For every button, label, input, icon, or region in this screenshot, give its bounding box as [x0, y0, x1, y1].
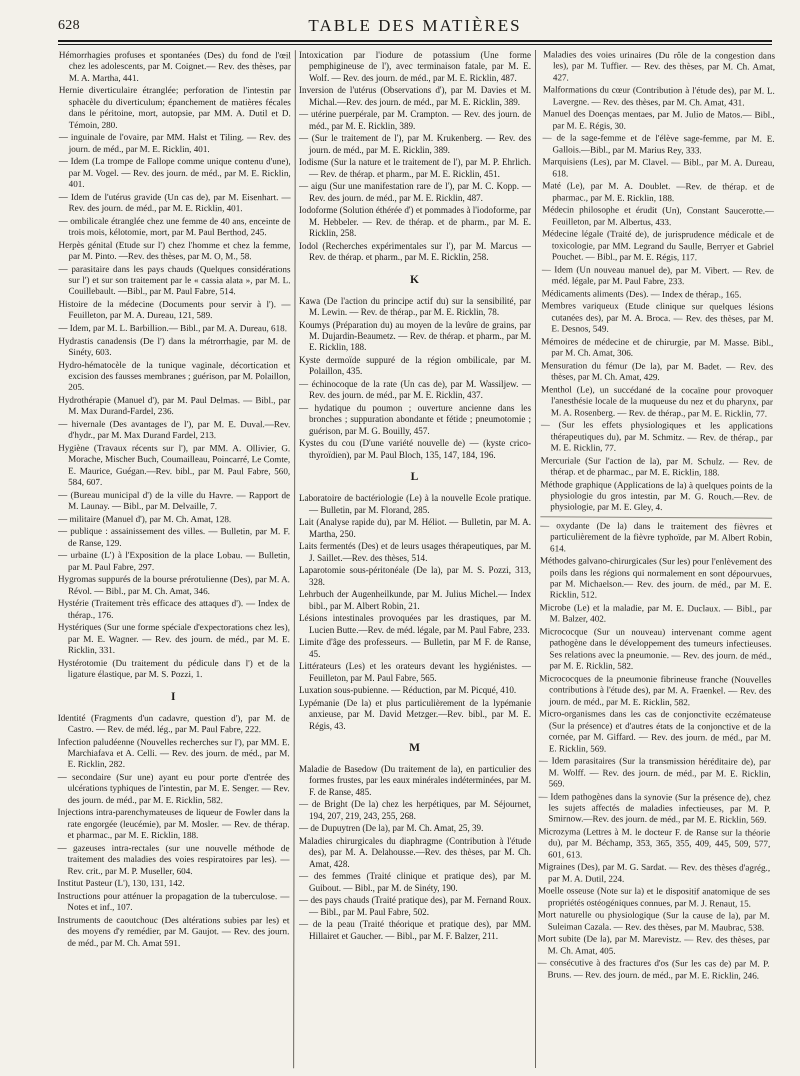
index-entry: — Idem de l'utérus gravide (Un cas de), par M. Eisenhart. — Rev. des journ. de méd., par M. E. Ricklin, 401.: [58, 191, 291, 214]
index-entry: Lypémanie (De la) et plus particulièrement de la lypémanie anxieuse, par M. David Metzger.—Rev. bibl., par M. E. Régis, 43.: [299, 697, 531, 731]
index-entry: — des femmes (Traité clinique et pratique des), par M. Guibout. — Bibl., par M. de Sinéty, 190.: [299, 871, 531, 893]
index-entry: Hydro-hématocèle de la tunique vaginale, décortication et excision des fausses membranes ; guérison, par M. Polaillon, 205.: [58, 359, 291, 393]
column-3: [537, 49, 775, 1068]
index-entry: Hydrothérapie (Manuel d'), par M. Paul Delmas. — Bibl., par M. Max Durand-Fardel, 236.: [58, 394, 291, 417]
index-entry: Limite d'âge des professeurs. — Bulletin, par M F. de Ranse, 45.: [299, 637, 531, 659]
index-entry: Identité (Fragments d'un cadavre, question d'), par M. de Castro. — Rev. de méd. lég., par M. Paul Fabre, 222.: [57, 712, 290, 735]
index-entry: — hivernale (Des avantages de l'), par M. E. Duval.—Rev. d'hydr., par M. Max Durand Fardel, 213.: [58, 418, 291, 441]
index-entry: — Idem (Un nouveau manuel de), par M. Vibert. — Rev. de méd. légale, par M. Paul Fabre, 233.: [541, 264, 774, 287]
column-1: [57, 50, 296, 1068]
index-entry: — oxydante (De la) dans le traitement des fièvres et particulièrement de la fièvre typhoïde, par M. Albert Robin, 614.: [540, 520, 773, 554]
index-entry: Laboratoire de bactériologie (Le) à la nouvelle Ecole pratique. — Bulletin, par M. Florand, 285.: [299, 493, 531, 515]
index-entry: — Idem pathogènes dans la synovie (Sur la présence de), chez les sujets affectés de maladies infectieuses, par M. P. Smirnow.—Rev. des journ. de méd., par M. E. Ricklin, 569.: [538, 790, 771, 825]
index-entry: Maté (Le), par M. A. Doublet. —Rev. de thérap. et de pharmac., par M. E. Ricklin, 188.: [542, 180, 775, 203]
column-separator-rule: [540, 516, 772, 518]
index-entry: Iodoforme (Solution éthérée d') et pommades à l'iodoforme, par M. Hebbeler. — Rev. de thérap. et de pharm., par M. E. Ricklin, 258.: [299, 205, 531, 239]
index-entry: Maladie de Basedow (Du traitement de la), en particulier des formes frustes, par les eaux minérales indéterminées, par M. F. de Ranse, 485.: [299, 764, 531, 797]
index-entry: — gazeuses intra-rectales (sur une nouvelle méthode de traitement des maladies des voies respiratoires par les). — Rev. crit., par M. P. Museller, 604.: [57, 842, 290, 876]
index-entry: — de Dupuytren (De la), par M. Ch. Amat, 25, 39.: [299, 823, 484, 834]
section-letter: I: [170, 690, 177, 703]
index-entry: Hystérotomie (Du traitement du pédicule dans l') et de la ligature élastique, par M. S. Pozzi, 1.: [57, 657, 290, 680]
index-entry: Lehrbuch der Augenheilkunde, par M. Julius Michel.— Index bibl., par M. Albert Robin, 21.: [299, 589, 531, 611]
section-letter: L: [410, 471, 420, 484]
index-entry: — militaire (Manuel d'), par M. Ch. Amat, 128.: [58, 513, 232, 524]
index-entry: — urbaine (L') à l'Exposition de la place Lobau. — Bulletin, par M. Paul Fabre, 297.: [57, 550, 291, 572]
index-entry: Histoire de la médecine (Documents pour servir à l'). — Feuilleton, par M. A. Dureau, 121, 589.: [58, 298, 291, 321]
index-entry: Mercuriale (Sur l'action de la), par M. Schulz. — Rev. de thérap. et de pharmac., par M. E. Ricklin, 188.: [540, 454, 773, 478]
index-entry: Méthodes galvano-chirurgicales (Sur les) pour l'enlèvement des poils dans les régions qui normalement en sont dépourvues, par M. Michaelson.— Rev. des journ. de méd., par M. E. Ricklin, 512.: [539, 555, 773, 601]
index-entry: Maladies chirurgicales du diaphragme (Contribution à l'étude des), par M. A. Delahousse.—Rev. des thèses, par M. Ch. Amat, 428.: [299, 836, 531, 869]
index-entry: Herpès génital (Etude sur l') chez l'homme et chez la femme, par M. Pinto. —Rev. des thèses, par M. O, M., 58.: [58, 239, 291, 262]
index-entry: Lait (Analyse rapide du), par M. Héliot. — Bulletin, par M. A. Martha, 250.: [299, 517, 531, 539]
index-entry: Menthol (Le), un succédané de la cocaïne pour provoquer l'anesthésie locale de la muqueuse du nez et du pharynx, par M. A. Rosenberg. — Rev. de thérap., par M. E. Ricklin, 77.: [541, 384, 774, 419]
index-entry: Instructions pour atténuer la propagation de la tuberculose. — Notes et inf., 107.: [57, 890, 290, 913]
index-entry: — publique : assainissement des villes. — Bulletin, par M. F. de Ranse, 129.: [58, 526, 291, 548]
index-entry: Hygiène (Travaux récents sur l'), par MM. A. Ollivier, G. Morache, Mischer Buch, Coumailleau, Poincarré, Le Comte, E. Maurice, Guégan.—Rev. bibl., par M. Paul Fabre, 560, 584, 607.: [58, 442, 291, 488]
index-entry: Intoxication par l'iodure de potassium (Une forme pemphigineuse de l'), avec terminaison fatale, par M. E. Wolf. — Rev. des journ. de méd., par M. E. Ricklin, 487.: [299, 50, 531, 83]
index-entry: Migraines (Des), par M. G. Sardat. — Rev. des thèses d'agrég., par M. A. Dutil, 224.: [538, 861, 771, 884]
index-entry: — aigu (Sur une manifestation rare de l'), par M. C. Kopp. — Rev. des journ. de méd., par M. E. Ricklin, 487.: [299, 181, 531, 203]
index-entry: Kyste dermoïde suppuré de la région ombilicale, par M. Polaillon, 435.: [299, 355, 531, 377]
index-entry: Médecin philosophe et érudit (Un), Constant Saucerotte.— Feuilleton, par M. Albertus, 433.: [542, 204, 775, 227]
index-entry: Hystérie (Traitement très efficace des attaques d'). — Index de thérap., 176.: [57, 598, 290, 620]
section-letter: K: [410, 273, 420, 286]
index-entry: Mort naturelle ou physiologique (Sur la cause de la), par M. Suleiman Cazala. — Rev. des thèses, par M. Maubrac, 538.: [537, 909, 770, 933]
index-entry: — des pays chauds (Traité pratique des), par M. Fernand Roux. — Bibl., par M. Paul Fabre, 502.: [299, 895, 531, 917]
index-entry: — de la sage-femme et de l'élève sage-femme, par M. E. Gallois.—Bibl., par M. Marius Rey, 333.: [542, 132, 775, 156]
index-entry: — Idem parasitaires (Sur la transmission héréditaire de), par M. Wolff. — Rev. des journ. de méd., par M. E. Ricklin, 569.: [538, 755, 771, 789]
index-entry: Manuel des Doenças mentaes, par M. Julio de Matos.— Bibl., par M. E. Régis, 30.: [542, 108, 775, 131]
index-entry: Koumys (Préparation du) au moyen de la levûre de grains, par M. Dujardin-Beaumetz. — Rev. de thérap. et pharm., par M. E. Ricklin, 188.: [299, 319, 531, 353]
index-entry: Malformations du cœur (Contribution à l'étude des), par M. L. Lavergne. — Rev. des thèses, par M. Ch. Amat, 431.: [542, 84, 775, 108]
index-entry: Micro-organismes dans les cas de conjonctivite eczémateuse (Sur la présence) et d'autres états de la conjonctive et de la cornée, par M. Giffard. — Rev. des journ. de méd., par M. E. Ricklin, 569.: [539, 708, 772, 754]
index-entry: Infection paludéenne (Nouvelles recherches sur l'), par MM. E. Marchiafava et A. Celli. — Rev. des journ. de méd., par M. E. Ricklin, 282.: [57, 736, 290, 770]
index-columns: [57, 49, 776, 1068]
index-entry: Médecine légale (Traité de), de jurisprudence médicale et de toxicologie, par MM. Legrand du Saulle, Berryer et Gabriel Pouchet. — Bibl., par M. E. Régis, 117.: [541, 228, 775, 263]
index-entry: Kystes du cou (D'une variété nouvelle de) — (kyste crico-thyroïdien), par M. Paul Bloch, 135, 147, 184, 196.: [299, 438, 531, 460]
index-entry: Moelle osseuse (Note sur la) et le dispositif anatomique de ses propriétés ostéogéniques connues, par M. J. Renaut, 15.: [537, 885, 770, 909]
index-entry: Maladies des voies urinaires (Du rôle de la congestion dans les), par M. Tuffier. — Rev. des thèses, par M. Ch. Amat, 427.: [543, 49, 776, 83]
index-entry: Lésions intestinales provoquées par les drastiques, par M. Lucien Butte.—Rev. de méd. légale, par M. Paul Fabre, 233.: [299, 613, 531, 635]
header-rule: [58, 40, 772, 45]
index-entry: Médicaments aliments (Des). — Index de thérap., 165.: [541, 288, 742, 300]
index-entry: — (Sur les effets physiologiques et les applications thérapeutiques du), par M. Schmitz. — Rev. de thérap., par M. E. Ricklin, 77.: [540, 419, 773, 453]
index-entry: Hygromas suppurés de la bourse prérotulienne (Des), par M. A. Révol. — Bibl., par M. Ch. Amat, 346.: [57, 574, 290, 596]
index-entry: — consécutive à des fractures d'os (Sur les cas de) par M. P. Bruns. — Rev. des journ. de méd., par M. E. Ricklin, 246.: [537, 957, 770, 981]
index-entry: Inversion de l'utérus (Observations d'), par M. Davies et M. Michal.—Rev. des journ. de méd., par M. E. Ricklin, 389.: [299, 85, 531, 107]
index-entry: Hernie diverticulaire étranglée; perforation de l'intestin par sphacèle du diverticulum; épanchement de matières fécales dans le péritoine, mort, autopsie, par MM. A. Dutil et D. Témoin, 280.: [58, 85, 291, 130]
index-entry: Hydrastis canadensis (De l') dans la métrorrhagie, par M. de Sinéty, 603.: [58, 335, 291, 357]
index-entry: — (Bureau municipal d') de la ville du Havre. — Rapport de M. Launay. — Bibl., par M. Delvaille, 7.: [58, 489, 291, 512]
page-header: [58, 14, 772, 40]
index-entry: Institut Pasteur (L'), 130, 131, 142.: [57, 878, 185, 889]
index-entry: Kawa (De l'action du principe actif du) sur la sensibilité, par M. Lewin. — Rev. de thérap., par M. E. Ricklin, 78.: [299, 295, 531, 318]
index-entry: — de la peau (Traité théorique et pratique des), par MM. Hillairet et Gaucher. — Bibl., par M. F. Balzer, 211.: [299, 919, 531, 941]
index-entry: Injections intra-parenchymateuses de liqueur de Fowler dans la rate engorgée (leucémie), par M. Mosler. — Rev. de thérap. et pharmac., par M. E. Ricklin, 188.: [57, 807, 290, 841]
index-entry: — ombilicale étranglée chez une femme de 40 ans, enceinte de trois mois, kélotomie, mort, par M. Paul Berthod, 245.: [58, 215, 291, 238]
index-entry: Membres variqueux (Etude clinique sur quelques lésions cutanées des), par M. A. Broca. — Rev. des thèses, par M. E. Desnos, 549.: [541, 300, 774, 334]
index-entry: — échinocoque de la rate (Un cas de), par M. Wassiljew. — Rev. des journ. de méd., par M. E. Ricklin, 437.: [299, 379, 531, 401]
index-entry: — hydatique du poumon ; ouverture ancienne dans les bronches ; suppuration abondante et fétide ; pneumotomie ; guérison, par M. G. Bouilly, 457.: [299, 403, 531, 436]
column-2: [299, 50, 536, 1068]
index-entry: — de Bright (De la) chez les herpétiques, par M. Séjournet, 194, 207, 219, 243, 255, 268.: [299, 799, 531, 821]
index-entry: Iodisme (Sur la nature et le traitement de l'), par M. P. Ehrlich. — Rev. de thérap. et pharm., par M. E. Ricklin, 451.: [299, 157, 531, 179]
index-entry: Mort subite (De la), par M. Marevistz. — Rev. des thèses, par M. Ch. Amat, 405.: [537, 933, 770, 956]
index-entry: Hémorrhagies profuses et spontanées (Des) du fond de l'œil chez les adolescents, par M. Coignet.— Rev. des thèses, par M. A. Martha, 441.: [58, 49, 291, 83]
index-entry: Marquisiens (Les), par M. Clavel. — Bibl., par M. A. Dureau, 618.: [542, 156, 775, 179]
index-entry: Iodol (Recherches expérimentales sur l'), par M. Marcus — Rev. de thérap. et pharm., par M. E. Ricklin, 258.: [299, 240, 531, 263]
index-entry: — secondaire (Sur une) ayant eu pour porte d'entrée des ulcérations typhiques de l'intestin, par M. E. Senger. — Rev. des journ. de méd., par M. E. Ricklin, 582.: [57, 771, 290, 805]
index-entry: Méthode graphique (Applications de la) à quelques points de la physiologie du gros intestin, par M. G. Rouch.—Rev. de physiologie, par M. E. Gley, 4.: [540, 478, 773, 513]
index-entry: — inguinale de l'ovaire, par MM. Halst et Tiling. — Rev. des journ. de méd., par M. E. Ricklin, 401.: [58, 132, 291, 154]
index-entry: Hystériques (Sur une forme spéciale d'expectorations chez les), par M. E. Wagner. — Rev. des journ. de méd., par M. E. Ricklin, 331.: [57, 622, 290, 656]
index-entry: Instruments de caoutchouc (Des altérations subies par les) et des moyens d'y remédier, par M. Gaujot. — Rev. des journ. de méd., par M. Ch. Amat 591.: [57, 914, 290, 948]
index-entry: Micrococques de la pneumonie fibrineuse franche (Nouvelles contributions à l'étude des), par M. A. Fraenkel. — Rev. des journ. de méd., par M. E. Ricklin, 582.: [539, 673, 772, 707]
index-entry: Laparotomie sous-péritonéale (De la), par M. S. Pozzi, 313, 328.: [299, 565, 531, 587]
index-entry: — (Sur le traitement de l'), par M. Krukenberg. — Rev. des journ. de méd., par M. E. Ricklin, 389.: [299, 133, 531, 155]
index-entry: Microbe (Le) et la maladie, par M. E. Duclaux. — Bibl., par M. Balzer, 402.: [539, 602, 772, 625]
index-entry: — parasitaire dans les pays chauds (Quelques considérations sur l') et sur son traitement par le « cassia alata », par M. L. Couillebault. —Bibl., par M. Paul Fabre, 514.: [58, 263, 291, 297]
index-entry: — utérine puerpérale, par M. Crampton. — Rev. des journ. de méd., par M. E. Ricklin, 389.: [299, 109, 531, 131]
index-entry: Micrococque (Sur un nouveau) intervenant comme agent pathogène dans le développement des tumeurs infectieuses. Ses relations avec la pneumonie. — Rev. des journ. de méd., par M. E. Ricklin, 582.: [539, 626, 772, 672]
index-entry: Microzyma (Lettres à M. le docteur F. de Ranse sur la théorie du), par M. Béchamp, 353, 365, 355, 409, 445, 509, 577, 601, 613.: [538, 826, 771, 860]
index-entry: Mensuration du fémur (De la), par M. Badet. — Rev. des thèses, par M. Ch. Amat, 429.: [541, 360, 774, 383]
index-entry: Mémoires de médecine et de chirurgie, par M. Masse. Bibl., par M. Ch. Amat, 306.: [541, 336, 774, 359]
index-entry: Luxation sous-pubienne. — Réduction, par M. Picqué, 410.: [299, 685, 517, 696]
section-letter: M: [409, 742, 421, 755]
index-entry: Laits fermentés (Des) et de leurs usages thérapeutiques, par M. J. Saillet.—Rev. des thèses, 514.: [299, 541, 531, 563]
running-title: TABLE DES MATIÈRES: [308, 16, 522, 35]
page-number: 628: [58, 18, 80, 33]
index-entry: — Idem, par M. L. Barbillion.— Bibl., par M. A. Dureau, 618.: [58, 322, 287, 334]
index-entry: Littérateurs (Les) et les orateurs devant les hygiénistes. — Feuilleton, par M. Paul Fabre, 565.: [299, 661, 531, 683]
index-entry: — Idem (La trompe de Fallope comme unique contenu d'une), par M. Vogel. — Rev. des journ. de méd., par M. E. Ricklin, 401.: [58, 156, 291, 189]
